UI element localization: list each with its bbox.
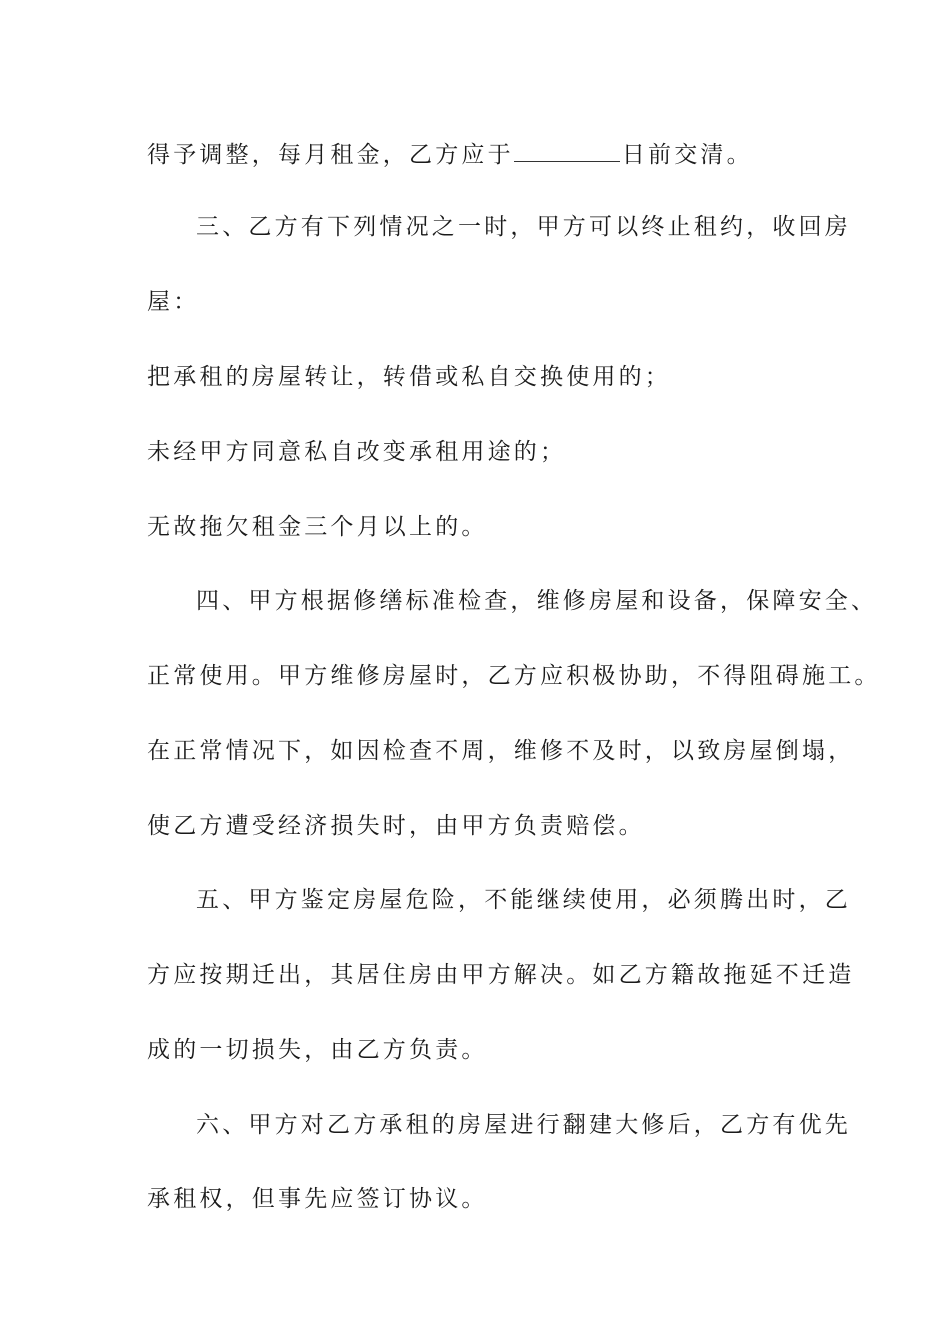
clause-5-line-3: 成的一切损失，由乙方负责。 (147, 1037, 488, 1063)
clause-3-line-1: 三、乙方有下列情况之一时，甲方可以终止租约，收回房 (196, 214, 851, 240)
text-line-1 (147, 139, 753, 170)
clause-5-line-2: 方应按期迁出，其居住房由甲方解决。如乙方籍故拖延不迁造 (147, 962, 855, 988)
clause-3-line-2: 屋： (147, 289, 200, 315)
clause-4-line-1: 四、甲方根据修缮标准检查，维修房屋和设备，保障安全、 (196, 588, 878, 614)
clause-4-line-4: 使乙方遭受经济损失时，由甲方负责赔偿。 (147, 813, 645, 839)
clause-4-line-3: 在正常情况下，如因检查不周，维修不及时，以致房屋倒塌， (147, 738, 855, 764)
clause-6-line-2: 承租权，但事先应签订协议。 (147, 1186, 488, 1212)
clause-6-line-1: 六、甲方对乙方承租的房屋进行翻建大修后，乙方有优先 (196, 1112, 851, 1138)
text-segment: 得予调整，每月租金，乙方应于 (147, 142, 514, 168)
clause-4-line-2: 正常使用。甲方维修房屋时，乙方应积极协助，不得阻碍施工。 (147, 663, 881, 689)
fill-in-blank (514, 139, 620, 162)
condition-item-2: 未经甲方同意私自改变承租用途的； (147, 439, 567, 465)
text-segment: 日前交清。 (621, 142, 753, 168)
condition-item-3: 无故拖欠租金三个月以上的。 (147, 514, 488, 540)
clause-5-line-1: 五、甲方鉴定房屋危险，不能继续使用，必须腾出时，乙 (196, 887, 851, 913)
condition-item-1: 把承租的房屋转让，转借或私自交换使用的； (147, 364, 671, 390)
